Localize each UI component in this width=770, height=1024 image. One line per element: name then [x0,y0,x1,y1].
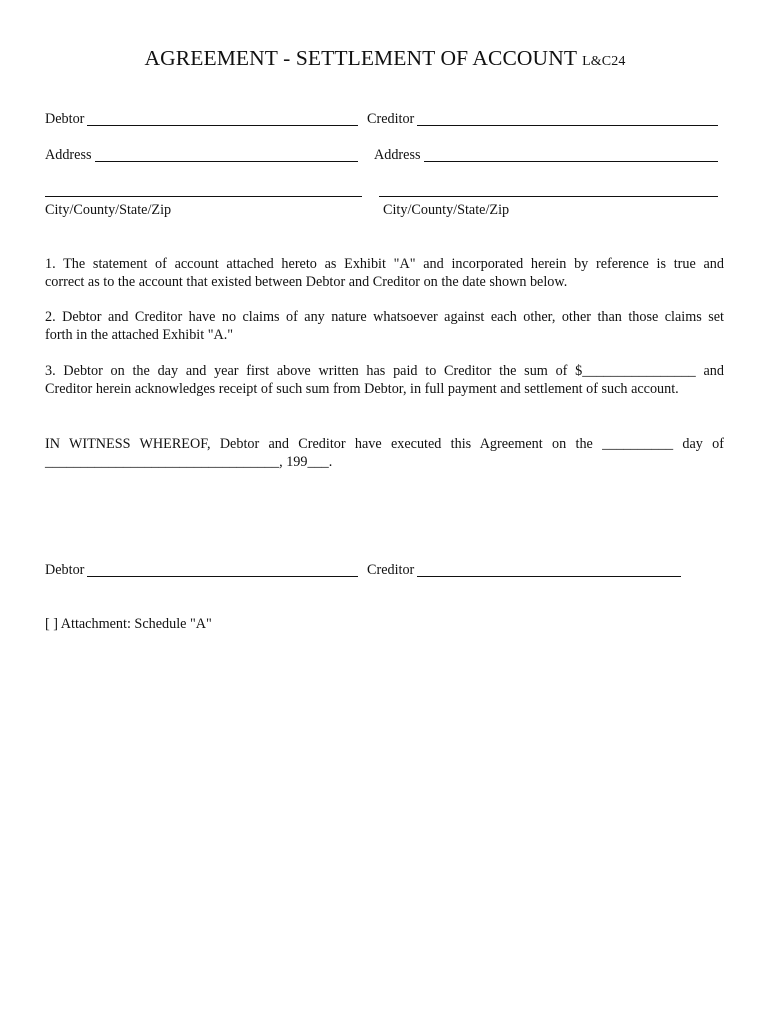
creditor-city-field[interactable] [379,196,718,197]
creditor-signature-label: Creditor [367,562,415,578]
witness-line-1: IN WITNESS WHEREOF, Debtor and Creditor have executed this Agreement on the __________ day of [45,436,724,452]
clause-2-line-2: forth in the attached Exhibit "A." [45,327,234,343]
debtor-city-field[interactable] [45,196,362,197]
clause-2-line-1: 2. Debtor and Creditor have no claims of any nature whatsoever against each other, other than those claims set [45,309,724,325]
witness-clause [45,435,724,471]
debtor-city-label: City/County/State/Zip [45,202,172,218]
debtor-signature-label: Debtor [45,562,85,578]
debtor-signature-field[interactable] [87,576,358,577]
clause-3-line-1: 3. Debtor on the day and year first above written has paid to Creditor the sum of $________________ and [45,363,724,379]
clause-1-line-2: correct as to the account that existed between Debtor and Creditor on the date shown below. [45,274,568,290]
clause-3 [45,362,724,398]
debtor-address-label: Address [45,147,92,163]
attachment-checkbox-line[interactable]: [ ] Attachment: Schedule "A" [45,616,212,632]
creditor-label: Creditor [367,111,415,127]
witness-line-2: _________________________________, 199___. [45,454,333,470]
debtor-name-field[interactable] [87,125,358,126]
creditor-address-label: Address [374,147,421,163]
title-text: AGREEMENT - SETTLEMENT OF ACCOUNT [144,46,577,70]
document-title [0,46,770,71]
clause-1 [45,255,724,291]
form-code: L&C24 [582,54,626,69]
creditor-name-field[interactable] [417,125,718,126]
clause-3-line-2: Creditor herein acknowledges receipt of such sum from Debtor, in full payment and settlement of such account. [45,381,679,397]
debtor-address-field[interactable] [95,161,358,162]
clause-2 [45,308,724,344]
creditor-city-label: City/County/State/Zip [383,202,510,218]
creditor-address-field[interactable] [424,161,718,162]
creditor-signature-field[interactable] [417,576,681,577]
debtor-label: Debtor [45,111,85,127]
clause-1-line-1: 1. The statement of account attached hereto as Exhibit "A" and incorporated herein by reference is true and [45,256,724,272]
